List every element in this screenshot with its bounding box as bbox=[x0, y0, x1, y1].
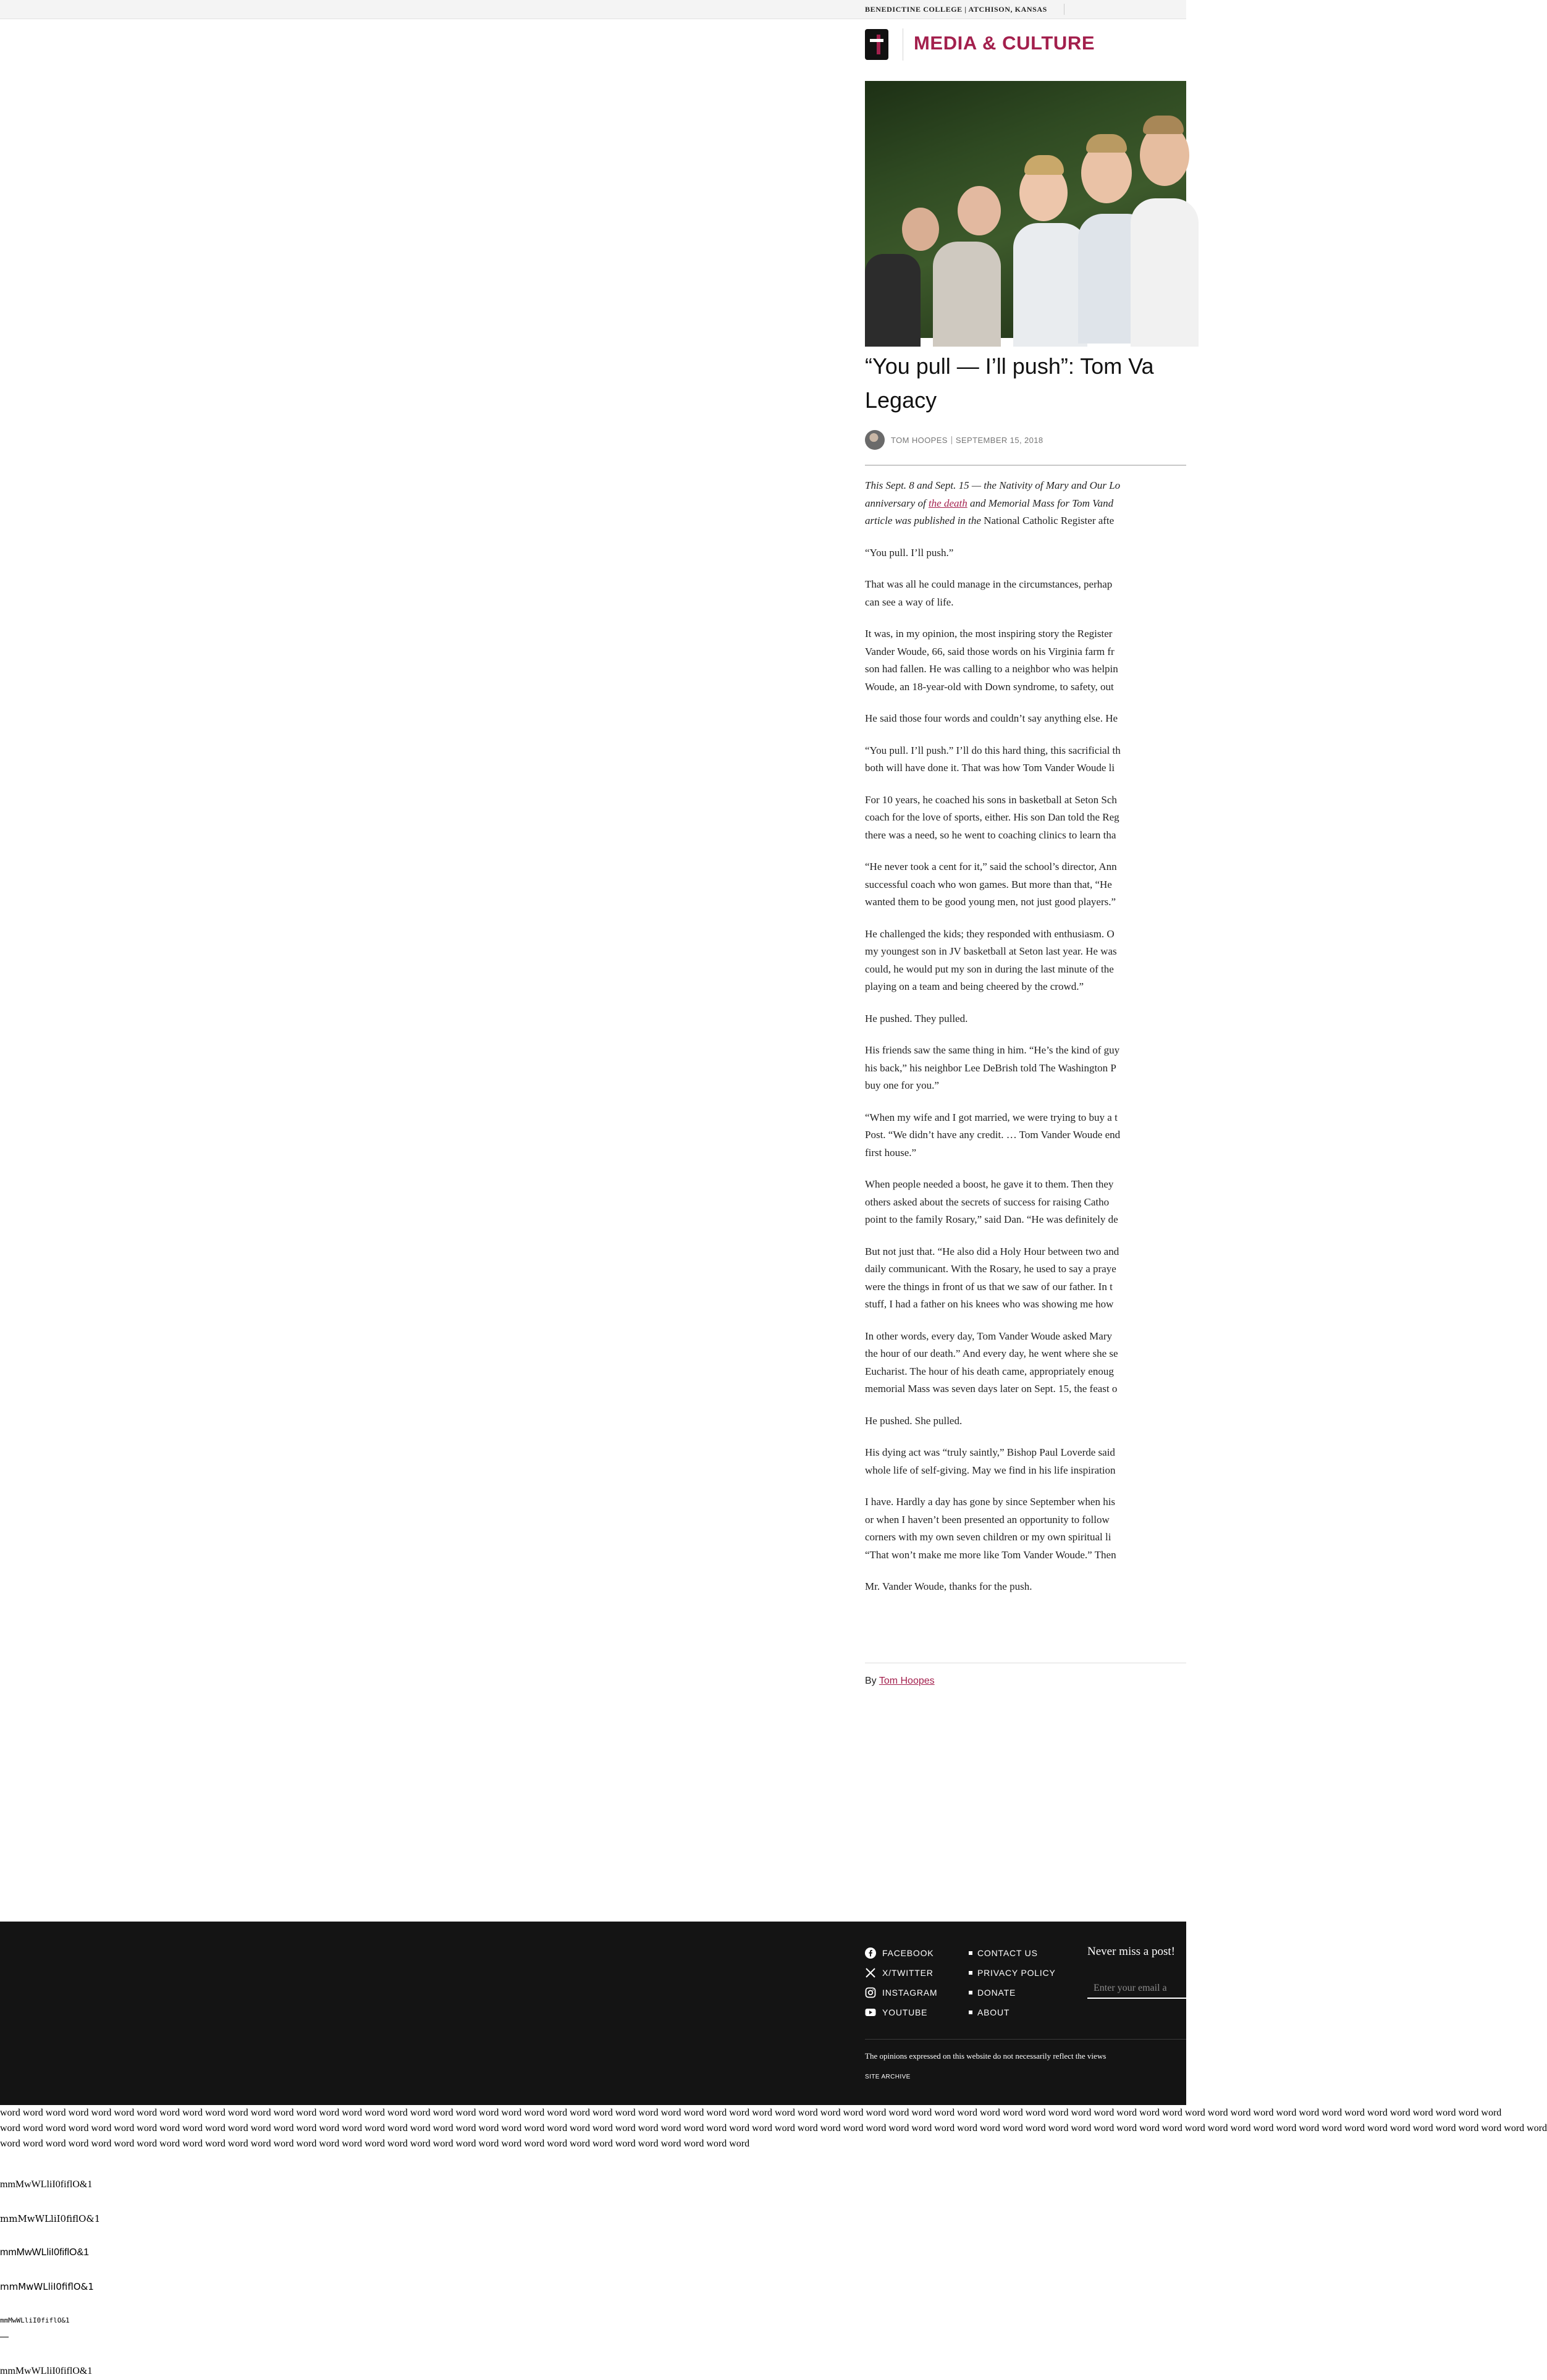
paragraph-line: my youngest son in JV basketball at Seton last year. He was bbox=[865, 945, 1117, 957]
paragraph-line: whole life of self-giving. May we find in his life inspiration bbox=[865, 1464, 1116, 1476]
paragraph-line: “You pull. I’ll push.” bbox=[865, 546, 954, 559]
article-paragraph bbox=[865, 576, 1211, 611]
footer-link-label: ABOUT bbox=[977, 2007, 1010, 2017]
paragraph-line: I have. Hardly a day has gone by since September when his bbox=[865, 1496, 1116, 1508]
social-link-instagram[interactable] bbox=[865, 1983, 937, 2002]
benedictine-b-logo-icon[interactable] bbox=[865, 29, 888, 60]
social-label: INSTAGRAM bbox=[882, 1988, 938, 1998]
paragraph-line: He pushed. She pulled. bbox=[865, 1414, 963, 1427]
site-archive-link[interactable]: SITE ARCHIVE bbox=[865, 2074, 911, 2080]
article-paragraph bbox=[865, 1412, 1211, 1430]
newsletter-email-input[interactable] bbox=[1087, 1979, 1205, 1999]
paragraph-line: buy one for you.” bbox=[865, 1079, 939, 1091]
bullet bbox=[969, 1951, 972, 1955]
paragraph-line: It was, in my opinion, the most inspiring story the Register bbox=[865, 628, 1113, 639]
paragraph-line: son had fallen. He was calling to a neighbor who was helpin bbox=[865, 663, 1118, 675]
newsletter-label: Never miss a post! bbox=[1087, 1945, 1175, 1958]
footer-link-donate[interactable] bbox=[969, 1983, 1056, 2002]
paragraph-line: daily communicant. With the Rosary, he used to say a praye bbox=[865, 1263, 1116, 1275]
article-intro bbox=[865, 477, 1211, 530]
word-probe-line: word word word word word word word word word word word word word word word word word word word word word word word word word word word word word word word word word word word word word word word word word word word word word word word word word word word word word word word word word word word word word word word word word word word word bbox=[0, 2123, 1547, 2133]
paragraph-line: Post. “We didn’t have any credit. … Tom Vander Woude end bbox=[865, 1129, 1121, 1141]
footer-divider bbox=[865, 2039, 1186, 2040]
intro-line bbox=[865, 495, 1211, 513]
font-sample: mmMwWLliI0fiflO&1 bbox=[0, 2281, 94, 2292]
article-paragraph bbox=[865, 926, 1211, 996]
paragraph-line: others asked about the secrets of success for raising Catho bbox=[865, 1196, 1110, 1208]
youtube-icon bbox=[865, 2007, 876, 2018]
article-paragraph bbox=[865, 625, 1211, 696]
article-paragraph bbox=[865, 791, 1211, 845]
byline-separator bbox=[951, 436, 952, 444]
article-paragraph bbox=[865, 1493, 1211, 1564]
social-link-youtube[interactable] bbox=[865, 2002, 937, 2022]
paragraph-line: But not just that. “He also did a Holy Hour between two and bbox=[865, 1245, 1119, 1257]
font-sample: mmMwWLliI0fiflO&1 bbox=[0, 2213, 101, 2224]
publication-name: National Catholic Register afte bbox=[984, 515, 1115, 526]
paragraph-line: can see a way of life. bbox=[865, 596, 954, 608]
font-sample: mmMwWLliI0fiflO&1 bbox=[0, 2366, 93, 2376]
font-sample: mmMwWLliI0fiflO&1 bbox=[0, 2316, 70, 2324]
article-paragraph bbox=[865, 1010, 1211, 1028]
article-paragraphs bbox=[865, 544, 1211, 1596]
x-twitter-icon bbox=[865, 1967, 876, 1978]
paragraph-line: In other words, every day, Tom Vander Woude asked Mary bbox=[865, 1330, 1112, 1342]
article-paragraph bbox=[865, 544, 1211, 562]
social-links bbox=[865, 1943, 937, 2022]
paragraph-line: point to the family Rosary,” said Dan. “He was definitely de bbox=[865, 1213, 1118, 1225]
article-paragraph bbox=[865, 1176, 1211, 1229]
byline-meta bbox=[891, 436, 1043, 445]
social-label: YOUTUBE bbox=[882, 2007, 928, 2017]
bullet bbox=[969, 2011, 972, 2014]
footer-link-label: DONATE bbox=[977, 1988, 1016, 1998]
article-paragraph bbox=[865, 1578, 1211, 1596]
paragraph-line: were the things in front of us that we saw of our father. In t bbox=[865, 1280, 1113, 1293]
intro-text: and Memorial Mass for Tom Vand bbox=[969, 497, 1114, 509]
byline-date: SEPTEMBER 15, 2018 bbox=[955, 436, 1043, 445]
paragraph-line: both will have done it. That was how Tom Vander Woude li bbox=[865, 762, 1115, 774]
footer-link-label: PRIVACY POLICY bbox=[977, 1968, 1056, 1978]
article-paragraph bbox=[865, 710, 1211, 728]
paragraph-line: For 10 years, he coached his sons in basketball at Seton Sch bbox=[865, 793, 1117, 806]
logo-bar bbox=[870, 39, 883, 42]
social-link-facebook[interactable] bbox=[865, 1943, 937, 1963]
word-probe-line: word word word word word word word word word word word word word word word word word word word word word word word word word word word word word word word word word word word word word word word word word word word word word word word word word word word word word word word word word word word word word word word word word word bbox=[0, 2108, 1502, 2118]
the-death-link[interactable]: the death bbox=[928, 497, 967, 509]
intro-text: article was published in the bbox=[865, 515, 981, 526]
footer-link-contact-us[interactable] bbox=[969, 1943, 1056, 1963]
institution-label[interactable]: BENEDICTINE COLLEGE | ATCHISON, KANSAS bbox=[865, 5, 1047, 14]
author-link[interactable]: Tom Hoopes bbox=[879, 1676, 935, 1686]
paragraph-line: “He never took a cent for it,” said the school’s director, Ann bbox=[865, 861, 1117, 872]
article-paragraph bbox=[865, 1444, 1211, 1479]
article-headline: “You pull — I’ll push”: Tom Va Legacy bbox=[865, 353, 1154, 413]
paragraph-line: “You pull. I’ll push.” I’ll do this hard thing, this sacrificial th bbox=[865, 744, 1121, 756]
social-label: X/TWITTER bbox=[882, 1968, 934, 1978]
paragraph-line: corners with my own seven children or my own spiritual li bbox=[865, 1531, 1111, 1543]
social-link-x-twitter[interactable] bbox=[865, 1963, 937, 1983]
paragraph-line: “When my wife and I got married, we were trying to buy a t bbox=[865, 1111, 1118, 1123]
article-paragraph bbox=[865, 1109, 1211, 1162]
paragraph-line: He pushed. They pulled. bbox=[865, 1012, 968, 1024]
author-credit bbox=[865, 1676, 935, 1687]
bullet bbox=[969, 1991, 972, 1994]
paragraph-line: “That won’t make me more like Tom Vander Woude.” Then bbox=[865, 1548, 1116, 1561]
paragraph-line: could, he would put my son in during the last minute of the bbox=[865, 963, 1114, 975]
author-avatar bbox=[865, 430, 885, 450]
article-paragraph bbox=[865, 1042, 1211, 1095]
intro-line: This Sept. 8 and Sept. 15 — the Nativity of Mary and Our Lo bbox=[865, 479, 1121, 491]
paragraph-line: He said those four words and couldn’t say anything else. He bbox=[865, 712, 1118, 724]
footer-link-privacy-policy[interactable] bbox=[969, 1963, 1056, 1983]
footer-link-about[interactable] bbox=[969, 2002, 1056, 2022]
paragraph-line: His dying act was “truly saintly,” Bishop Paul Loverde said bbox=[865, 1446, 1115, 1458]
paragraph-line: He challenged the kids; they responded with enthusiasm. O bbox=[865, 927, 1115, 940]
paragraph-line: the hour of our death.” And every day, he went where she se bbox=[865, 1348, 1118, 1359]
paragraph-line: That was all he could manage in the circumstances, perhap bbox=[865, 578, 1113, 590]
byline-author[interactable]: TOM HOOPES bbox=[891, 436, 948, 445]
by-label: By bbox=[865, 1676, 877, 1686]
instagram-icon bbox=[865, 1987, 876, 1998]
paragraph-line: memorial Mass was seven days later on Sept. 15, the feast o bbox=[865, 1383, 1118, 1395]
article-paragraph bbox=[865, 858, 1211, 911]
paragraph-line: Vander Woude, 66, said those words on his Virginia farm fr bbox=[865, 645, 1115, 657]
paragraph-line: wanted them to be good young men, not just good players.” bbox=[865, 896, 1116, 908]
hero-image bbox=[865, 81, 1186, 338]
article-paragraph bbox=[865, 742, 1211, 777]
site-title[interactable]: MEDIA & CULTURE bbox=[914, 32, 1095, 54]
paragraph-line: his back,” his neighbor Lee DeBrish told The Washington P bbox=[865, 1061, 1116, 1074]
word-probe bbox=[0, 2105, 1547, 2151]
social-label: FACEBOOK bbox=[882, 1948, 934, 1958]
font-sample: mmMwWLliI0fiflO&1 bbox=[0, 2179, 93, 2190]
footer-links bbox=[969, 1943, 1056, 2022]
article-body bbox=[865, 477, 1211, 1610]
intro-text: anniversary of bbox=[865, 497, 926, 509]
site-footer bbox=[0, 1922, 1186, 2105]
paragraph-line: playing on a team and being cheered by the crowd.” bbox=[865, 981, 1084, 992]
paragraph-line: His friends saw the same thing in him. “He’s the kind of guy bbox=[865, 1044, 1120, 1056]
footer-link-label: CONTACT US bbox=[977, 1948, 1038, 1958]
logo-stripe bbox=[877, 35, 880, 54]
paragraph-line: Woude, an 18-year-old with Down syndrome, to safety, out bbox=[865, 680, 1114, 693]
paragraph-line: When people needed a boost, he gave it to them. Then they bbox=[865, 1178, 1114, 1190]
paragraph-line: first house.” bbox=[865, 1146, 917, 1158]
bullet bbox=[969, 1971, 972, 1975]
article-paragraph bbox=[865, 1243, 1211, 1314]
font-sample: mmMwWLliI0fiflO&1 bbox=[0, 2247, 90, 2258]
word-probe-line: word word word word word word word word word word word word word word word word word word word word word word word word word word word word word word word word word bbox=[0, 2138, 750, 2149]
article-paragraph bbox=[865, 1328, 1211, 1398]
top-bar bbox=[0, 0, 1186, 19]
paragraph-line: there was a need, so he went to coaching clinics to learn tha bbox=[865, 829, 1116, 841]
paragraph-line: or when I haven’t been presented an opportunity to follow bbox=[865, 1513, 1110, 1525]
font-probe-area bbox=[0, 2105, 1547, 2376]
paragraph-line: Mr. Vander Woude, thanks for the push. bbox=[865, 1580, 1032, 1592]
footer-disclaimer: The opinions expressed on this website do not necessarily reflect the views bbox=[865, 2051, 1107, 2061]
title-divider bbox=[865, 465, 1186, 466]
paragraph-line: Eucharist. The hour of his death came, appropriately enoug bbox=[865, 1365, 1114, 1377]
paragraph-line: successful coach who won games. But more than that, “He bbox=[865, 878, 1112, 890]
paragraph-line: stuff, I had a father on his knees who was showing me how bbox=[865, 1298, 1114, 1310]
intro-line bbox=[865, 512, 1211, 530]
paragraph-line: coach for the love of sports, either. His son Dan told the Reg bbox=[865, 811, 1119, 823]
facebook-icon bbox=[865, 1947, 876, 1959]
